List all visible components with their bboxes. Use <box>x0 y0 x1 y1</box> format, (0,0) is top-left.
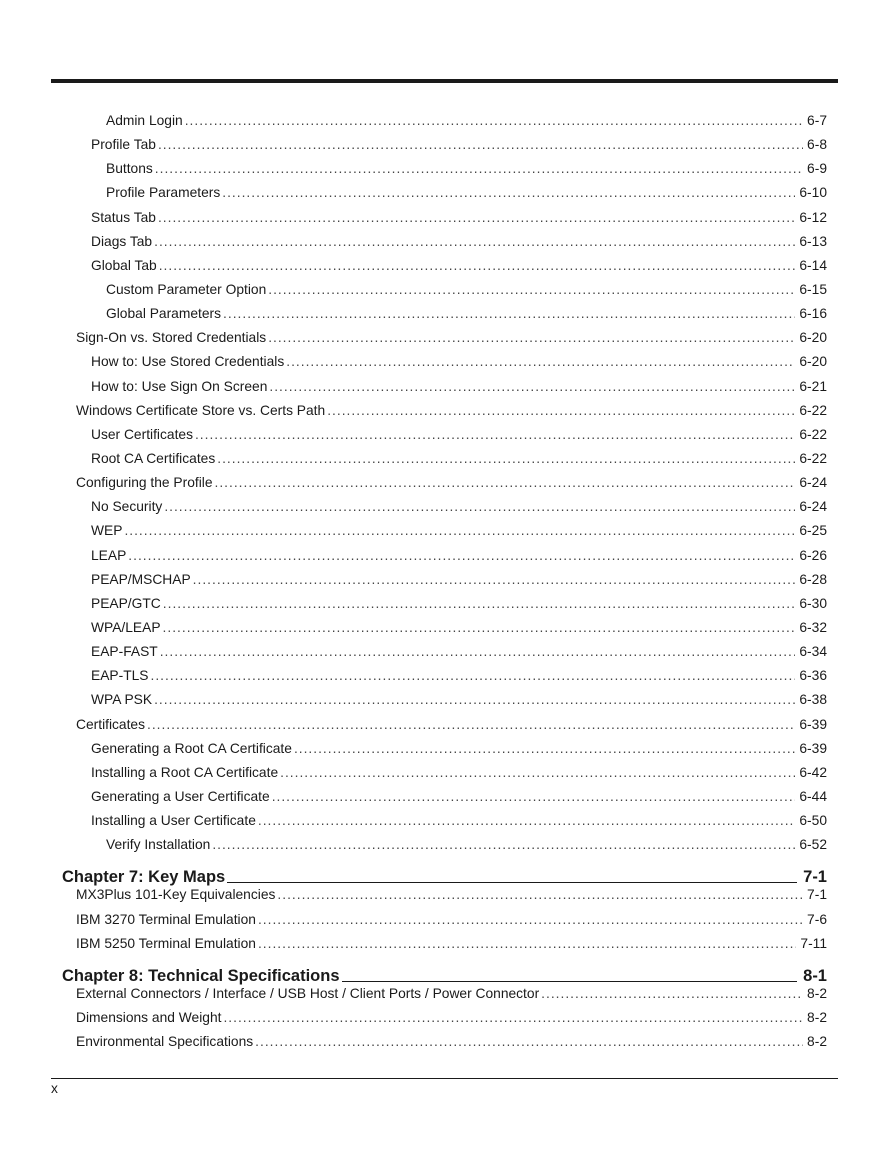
toc-entry-title: MX3Plus 101-Key Equivalencies <box>76 887 276 903</box>
toc-dot-leader <box>280 765 795 780</box>
toc-entry-title: WEP <box>91 523 123 539</box>
toc-page-number: 6-20 <box>799 354 827 370</box>
toc-entry[interactable] <box>51 427 827 451</box>
toc-page-number: 6-9 <box>807 161 827 177</box>
toc-dot-leader <box>268 282 795 297</box>
toc-page-number: 6-28 <box>799 571 827 587</box>
toc-dot-leader <box>272 789 796 804</box>
toc-entry[interactable] <box>51 644 827 668</box>
toc-page-number: 6-12 <box>799 209 827 225</box>
toc-entry[interactable] <box>51 548 827 572</box>
toc-dot-leader <box>154 234 795 249</box>
toc-page-number: 6-16 <box>799 306 827 322</box>
toc-page-number: 6-13 <box>799 233 827 249</box>
toc-entry[interactable] <box>51 668 827 692</box>
toc-entry-title: Environmental Specifications <box>76 1034 254 1050</box>
toc-page-number: 6-52 <box>799 837 827 853</box>
toc-dot-leader <box>159 258 796 273</box>
toc-dot-leader <box>154 692 795 707</box>
toc-entry-title: Installing a Root CA Certificate <box>91 764 279 780</box>
toc-page-number: 6-14 <box>799 257 827 273</box>
toc-page-number: 8-2 <box>807 1009 827 1025</box>
toc-entry-title: IBM 3270 Terminal Emulation <box>76 911 256 927</box>
toc-entry[interactable] <box>51 887 827 911</box>
toc-dot-leader <box>294 741 795 756</box>
toc-dot-leader <box>193 572 796 587</box>
toc-entry[interactable] <box>51 379 827 403</box>
toc-dot-leader <box>155 161 803 176</box>
toc-entry[interactable] <box>51 912 827 936</box>
toc-entry-title: EAP-FAST <box>91 644 158 660</box>
toc-entry[interactable] <box>51 354 827 378</box>
toc-entry[interactable] <box>51 523 827 547</box>
toc-page-number: 7-1 <box>803 868 827 887</box>
toc-entry[interactable] <box>51 620 827 644</box>
toc-dot-leader <box>124 523 795 538</box>
toc-entry-title: Global Parameters <box>106 306 222 322</box>
toc-page-number: 6-44 <box>799 788 827 804</box>
toc-entry[interactable] <box>51 499 827 523</box>
toc-entry[interactable] <box>51 403 827 427</box>
toc-entry-title: Chapter 8: Technical Specifications <box>62 966 340 985</box>
toc-dot-leader <box>160 644 796 659</box>
toc-page-number: 6-50 <box>799 813 827 829</box>
toc-entry-title: Global Tab <box>91 257 157 273</box>
toc-page-number: 6-39 <box>799 716 827 732</box>
toc-entry[interactable] <box>51 692 827 716</box>
toc-entry-title: Buttons <box>106 161 153 177</box>
toc-entry-title: Configuring the Profile <box>76 475 213 491</box>
toc-dot-leader <box>185 113 803 128</box>
toc-page-number: 6-30 <box>799 595 827 611</box>
toc-entry-title: IBM 5250 Terminal Emulation <box>76 935 256 951</box>
toc-page-number: 8-2 <box>807 985 827 1001</box>
toc-page-number: 6-22 <box>799 426 827 442</box>
toc-page-number: 6-36 <box>799 668 827 684</box>
toc-entry[interactable] <box>51 282 827 306</box>
toc-entry-title: How to: Use Sign On Screen <box>91 378 268 394</box>
toc-page-number: 7-6 <box>807 911 827 927</box>
toc-entry-title: Profile Parameters <box>106 185 221 201</box>
toc-page-number: 6-7 <box>807 113 827 128</box>
toc-page-number: 6-22 <box>799 450 827 466</box>
toc-page-number: 6-24 <box>799 499 827 515</box>
toc-entry[interactable] <box>51 813 827 837</box>
toc-entry[interactable] <box>51 137 827 161</box>
toc-dot-leader <box>286 354 795 369</box>
toc-entry-title: Verify Installation <box>106 837 211 853</box>
toc-entry[interactable] <box>51 185 827 209</box>
toc-page-number: 6-32 <box>799 619 827 635</box>
toc-dot-leader <box>342 981 798 982</box>
toc-page-number: 6-34 <box>799 644 827 660</box>
table-of-contents <box>51 113 827 1058</box>
toc-chapter-heading[interactable] <box>51 961 827 986</box>
toc-dot-leader <box>327 403 795 418</box>
toc-entry-title: Root CA Certificates <box>91 450 216 466</box>
toc-dot-leader <box>269 379 795 394</box>
toc-entry-title: Diags Tab <box>91 233 153 249</box>
toc-page-number: 6-38 <box>799 692 827 708</box>
toc-dot-leader <box>163 596 796 611</box>
toc-dot-leader <box>128 548 795 563</box>
toc-entry[interactable] <box>51 475 827 499</box>
toc-entry-title: Generating a User Certificate <box>91 788 270 804</box>
toc-dot-leader <box>541 986 803 1001</box>
toc-entry-title: PEAP/GTC <box>91 595 161 611</box>
toc-entry-title: Installing a User Certificate <box>91 813 256 829</box>
toc-entry[interactable] <box>51 741 827 765</box>
toc-entry[interactable] <box>51 330 827 354</box>
toc-entry-title: How to: Use Stored Credentials <box>91 354 285 370</box>
toc-chapter-heading[interactable] <box>51 862 827 887</box>
toc-dot-leader <box>215 475 796 490</box>
toc-dot-leader <box>258 912 803 927</box>
toc-page-number: 8-1 <box>803 966 827 985</box>
toc-entry[interactable] <box>51 572 827 596</box>
footer-rule <box>51 1078 838 1079</box>
toc-entry[interactable] <box>51 161 827 185</box>
toc-dot-leader <box>258 936 796 951</box>
toc-entry-title: Windows Certificate Store vs. Certs Path <box>76 402 326 418</box>
toc-entry[interactable] <box>51 113 827 137</box>
toc-dot-leader <box>277 887 803 902</box>
toc-entry-title: No Security <box>91 499 163 515</box>
toc-entry[interactable] <box>51 1034 827 1058</box>
toc-entry-title: PEAP/MSCHAP <box>91 571 191 587</box>
toc-dot-leader <box>163 620 796 635</box>
toc-dot-leader <box>223 1010 803 1025</box>
toc-entry[interactable] <box>51 837 827 861</box>
toc-entry-title: WPA PSK <box>91 692 153 708</box>
toc-entry-title: WPA/LEAP <box>91 619 161 635</box>
toc-page-number: 6-10 <box>799 185 827 201</box>
toc-page-number: 7-1 <box>807 887 827 903</box>
toc-entry-title: LEAP <box>91 547 127 563</box>
toc-dot-leader <box>158 137 803 152</box>
toc-entry[interactable] <box>51 451 827 475</box>
toc-dot-leader <box>258 813 796 828</box>
toc-dot-leader <box>227 882 797 883</box>
toc-page-number: 7-11 <box>800 935 827 951</box>
footer-page-number: x <box>51 1081 58 1096</box>
toc-entry-title: User Certificates <box>91 426 193 442</box>
toc-page-number: 6-42 <box>799 764 827 780</box>
toc-entry[interactable] <box>51 765 827 789</box>
toc-entry-title: Admin Login <box>106 113 183 128</box>
toc-dot-leader <box>158 210 795 225</box>
toc-page-number: 6-21 <box>799 378 827 394</box>
toc-dot-leader <box>222 185 795 200</box>
toc-entry[interactable] <box>51 986 827 1010</box>
toc-dot-leader <box>195 427 795 442</box>
header-rule <box>51 79 838 83</box>
toc-page-number: 6-20 <box>799 330 827 346</box>
toc-entry-title: Sign-On vs. Stored Credentials <box>76 330 267 346</box>
toc-dot-leader <box>255 1034 803 1049</box>
toc-page-number: 6-15 <box>799 281 827 297</box>
toc-entry[interactable] <box>51 258 827 282</box>
toc-page-number: 8-2 <box>807 1034 827 1050</box>
toc-dot-leader <box>151 668 796 683</box>
toc-dot-leader <box>217 451 795 466</box>
toc-entry[interactable] <box>51 596 827 620</box>
toc-entry-title: EAP-TLS <box>91 668 149 684</box>
toc-page-number: 6-25 <box>799 523 827 539</box>
toc-entry-title: Chapter 7: Key Maps <box>62 868 226 887</box>
toc-entry-title: Dimensions and Weight <box>76 1009 222 1025</box>
toc-page-number: 6-8 <box>807 137 827 153</box>
toc-entry-title: Generating a Root CA Certificate <box>91 740 292 756</box>
toc-page-number: 6-26 <box>799 547 827 563</box>
toc-entry[interactable] <box>51 1010 827 1034</box>
toc-entry[interactable] <box>51 234 827 258</box>
toc-page-number: 6-24 <box>799 475 827 491</box>
toc-entry-title: Status Tab <box>91 209 156 225</box>
toc-dot-leader <box>223 306 795 321</box>
toc-entry[interactable] <box>51 717 827 741</box>
toc-entry-title: Custom Parameter Option <box>106 281 267 297</box>
toc-page-number: 6-22 <box>799 402 827 418</box>
toc-entry[interactable] <box>51 306 827 330</box>
toc-page-number: 6-39 <box>799 740 827 756</box>
toc-dot-leader <box>268 330 795 345</box>
toc-dot-leader <box>147 717 795 732</box>
toc-entry-title: Certificates <box>76 716 146 732</box>
toc-entry-title: External Connectors / Interface / USB Host / Client Ports / Power Connector <box>76 985 540 1001</box>
toc-entry-title: Profile Tab <box>91 137 156 153</box>
toc-entry[interactable] <box>51 210 827 234</box>
toc-dot-leader <box>164 499 795 514</box>
toc-entry[interactable] <box>51 936 827 960</box>
toc-dot-leader <box>212 837 795 852</box>
toc-entry[interactable] <box>51 789 827 813</box>
